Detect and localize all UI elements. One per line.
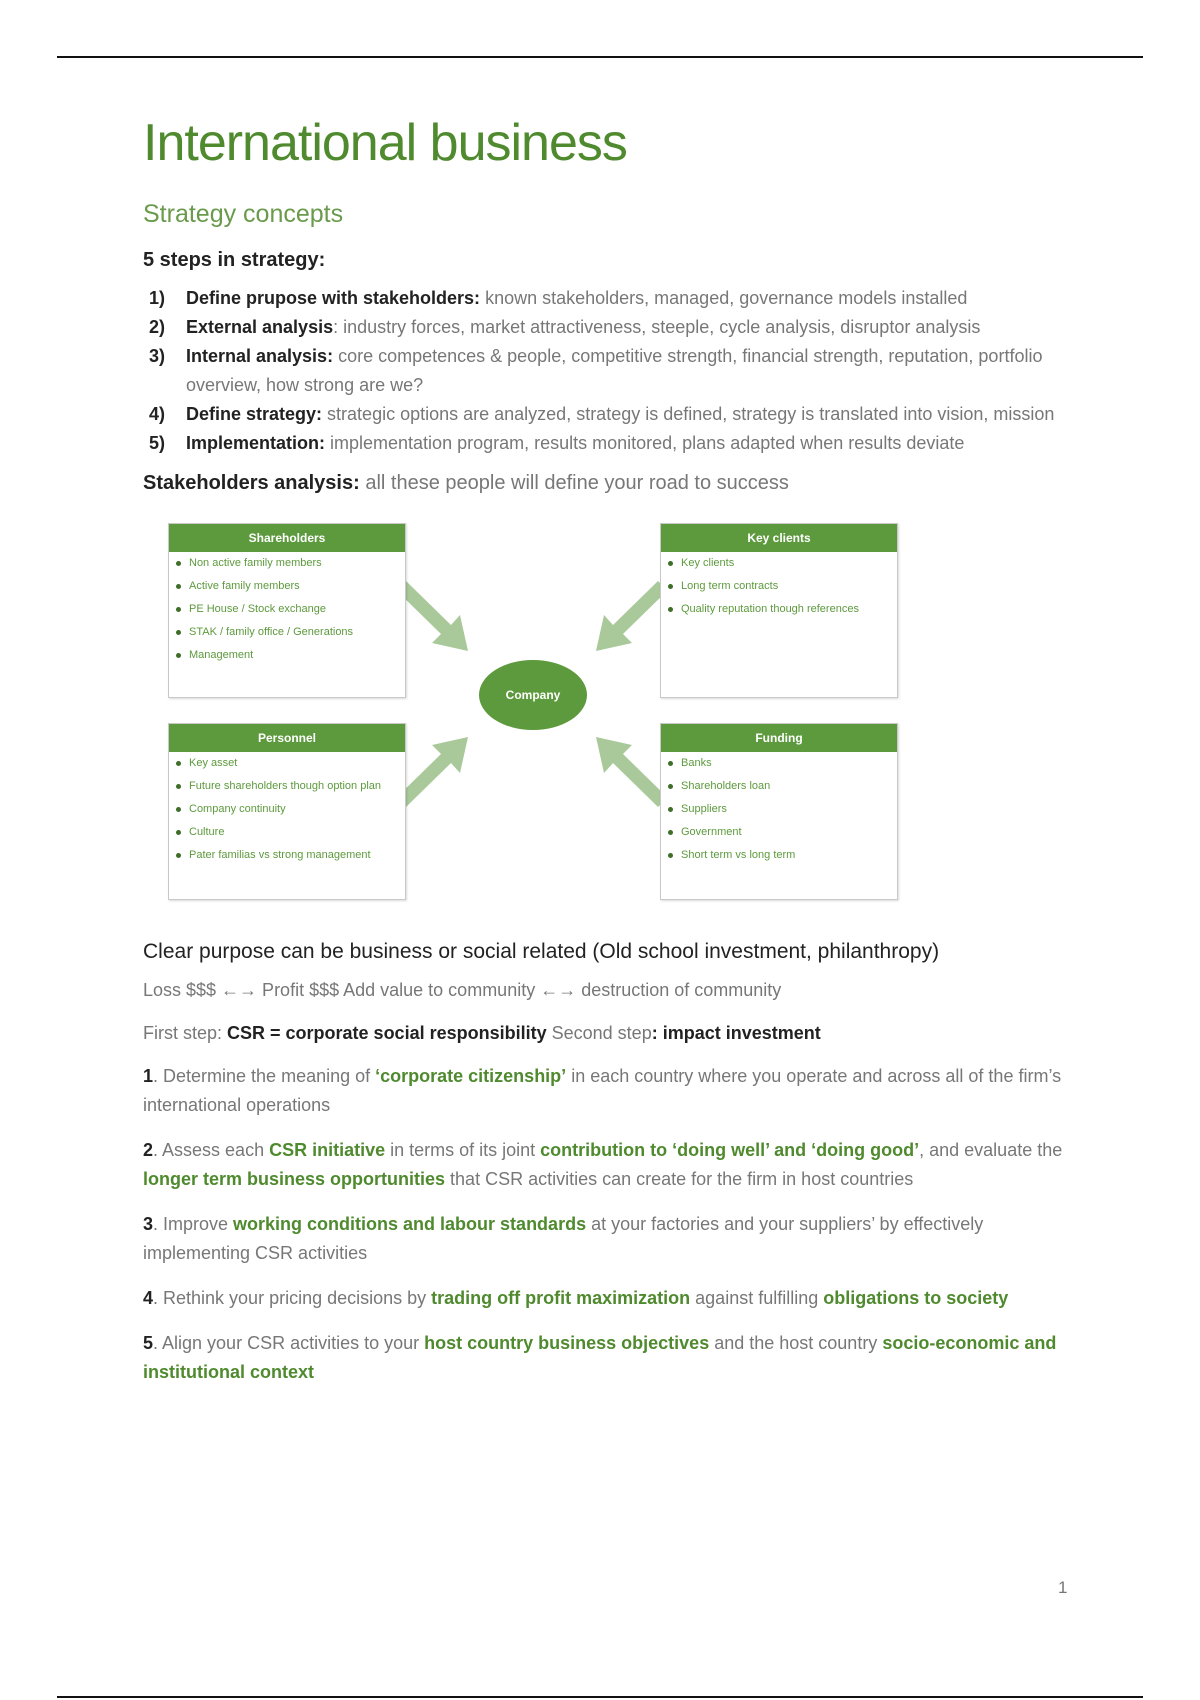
csr-point — [143, 1329, 1073, 1387]
box-list — [661, 756, 897, 863]
csr-first-term: CSR = corporate social responsibility — [227, 1023, 547, 1044]
point-text: . Rethink your pricing decisions by — [153, 1288, 432, 1309]
list-item: Future shareholders though option plan — [189, 779, 401, 794]
loss-profit-line: Loss $$$ ←→ Profit $$$ Add value to community ←→ destruction of community — [143, 980, 782, 1001]
list-item: Culture — [189, 825, 401, 840]
box-title: Key clients — [661, 524, 897, 552]
arrow-personnel — [396, 737, 468, 807]
step-item — [143, 284, 1073, 313]
box-list — [661, 556, 897, 617]
highlight-text: longer term business opportunities — [143, 1169, 446, 1190]
step-item — [143, 313, 1073, 342]
list-item: Quality reputation though references — [681, 602, 893, 617]
point-text: against fulfilling — [690, 1288, 824, 1309]
highlight-text: trading off profit maximization — [431, 1288, 691, 1309]
stakeholders-text: all these people will define your road to success — [359, 472, 789, 495]
point-number: 2 — [143, 1140, 154, 1161]
stakeholders-line — [143, 472, 1073, 495]
list-item: Government — [681, 825, 893, 840]
list-item: Banks — [681, 756, 893, 771]
step-number: 5) — [149, 433, 166, 454]
key-clients-box — [660, 523, 898, 698]
page-number: 1 — [1058, 1578, 1068, 1597]
highlight-text: host country business objectives — [424, 1333, 710, 1354]
box-list — [169, 756, 405, 863]
csr-steps-line — [143, 1019, 1073, 1048]
step-item — [143, 429, 1073, 458]
point-text: that CSR activities can create for the firm in host countries — [445, 1169, 914, 1190]
csr-point — [143, 1136, 1073, 1194]
list-item: Suppliers — [681, 802, 893, 817]
steps-list — [143, 284, 1073, 458]
purpose-heading: Clear purpose can be business or social related (Old school investment, philanthropy) — [143, 940, 940, 964]
list-item: Non active family members — [189, 556, 401, 571]
highlight-text: obligations to society — [823, 1288, 1009, 1309]
step-number: 4) — [149, 404, 166, 425]
step-item — [143, 342, 1073, 400]
stakeholder-diagram — [168, 523, 928, 908]
list-item: Long term contracts — [681, 579, 893, 594]
page-title: International business — [143, 114, 627, 172]
point-number: 3 — [143, 1214, 154, 1235]
step-term: Define strategy: — [186, 404, 323, 425]
point-text: , and evaluate the — [919, 1140, 1063, 1161]
step-number: 3) — [149, 346, 166, 367]
bottom-rule — [57, 1696, 1143, 1698]
point-number: 1 — [143, 1066, 154, 1087]
highlight-text: CSR initiative — [269, 1140, 386, 1161]
csr-point — [143, 1284, 1073, 1313]
arrow-shareholders — [396, 581, 468, 651]
point-text: in each country where you operate and across all of the firm’s international operations — [143, 1066, 1062, 1116]
list-item: Short term vs long term — [681, 848, 893, 863]
highlight-text: working conditions and labour standards — [233, 1214, 587, 1235]
step-number: 2) — [149, 317, 166, 338]
funding-box — [660, 723, 898, 900]
box-title: Personnel — [169, 724, 405, 752]
point-text: . Determine the meaning of — [153, 1066, 376, 1087]
arrow-funding — [596, 737, 668, 807]
company-node: Company — [479, 660, 587, 730]
point-text: and the host country — [709, 1333, 883, 1354]
arrow-key-clients — [596, 581, 668, 651]
point-text: . Improve — [153, 1214, 234, 1235]
csr-second-label: Second step — [546, 1023, 652, 1044]
step-term: Internal analysis: — [186, 346, 334, 367]
step-number: 1) — [149, 288, 166, 309]
highlight-text: contribution to ‘doing well’ and ‘doing good’ — [540, 1140, 920, 1161]
step-term: External analysis — [186, 317, 334, 338]
list-item: PE House / Stock exchange — [189, 602, 401, 617]
step-text: core competences & people, competitive strength, financial strength, reputation, portfolio overview, how strong are we? — [186, 346, 1043, 396]
highlight-text: ‘corporate citizenship’ — [375, 1066, 567, 1087]
personnel-box — [168, 723, 406, 900]
point-number: 4 — [143, 1288, 154, 1309]
stakeholders-label: Stakeholders analysis: — [143, 472, 360, 495]
csr-second-term: : impact investment — [651, 1023, 821, 1044]
point-text: in terms of its joint — [385, 1140, 541, 1161]
box-title: Funding — [661, 724, 897, 752]
step-term: Define prupose with stakeholders: — [186, 288, 481, 309]
csr-point — [143, 1210, 1073, 1268]
list-item: Shareholders loan — [681, 779, 893, 794]
section-heading: Strategy concepts — [143, 200, 344, 229]
list-item: Active family members — [189, 579, 401, 594]
point-number: 5 — [143, 1333, 154, 1354]
list-item: Pater familias vs strong management — [189, 848, 401, 863]
highlight-text: socio-economic and institutional context — [143, 1333, 1057, 1383]
top-rule — [57, 56, 1143, 58]
list-item: Key clients — [681, 556, 893, 571]
shareholders-box — [168, 523, 406, 698]
list-item: Management — [189, 648, 401, 663]
steps-heading: 5 steps in strategy: — [143, 249, 326, 272]
document-page — [143, 115, 1073, 1387]
point-text: at your factories and your suppliers’ by effectively implementing CSR activities — [143, 1214, 984, 1264]
step-term: Implementation: — [186, 433, 326, 454]
step-text: implementation program, results monitored, plans adapted when results deviate — [325, 433, 965, 454]
csr-points — [143, 1062, 1073, 1387]
csr-point — [143, 1062, 1073, 1120]
step-item — [143, 400, 1073, 429]
list-item: Company continuity — [189, 802, 401, 817]
point-text: . Align your CSR activities to your — [153, 1333, 425, 1354]
step-text: : industry forces, market attractiveness, steeple, cycle analysis, disruptor analysis — [333, 317, 981, 338]
list-item: STAK / family office / Generations — [189, 625, 401, 640]
point-text: . Assess each — [153, 1140, 270, 1161]
csr-first-label: First step: — [143, 1023, 228, 1044]
box-list — [169, 556, 405, 663]
list-item: Key asset — [189, 756, 401, 771]
box-title: Shareholders — [169, 524, 405, 552]
step-text: strategic options are analyzed, strategy is defined, strategy is translated into vision, mission — [322, 404, 1055, 425]
step-text: known stakeholders, managed, governance models installed — [480, 288, 968, 309]
